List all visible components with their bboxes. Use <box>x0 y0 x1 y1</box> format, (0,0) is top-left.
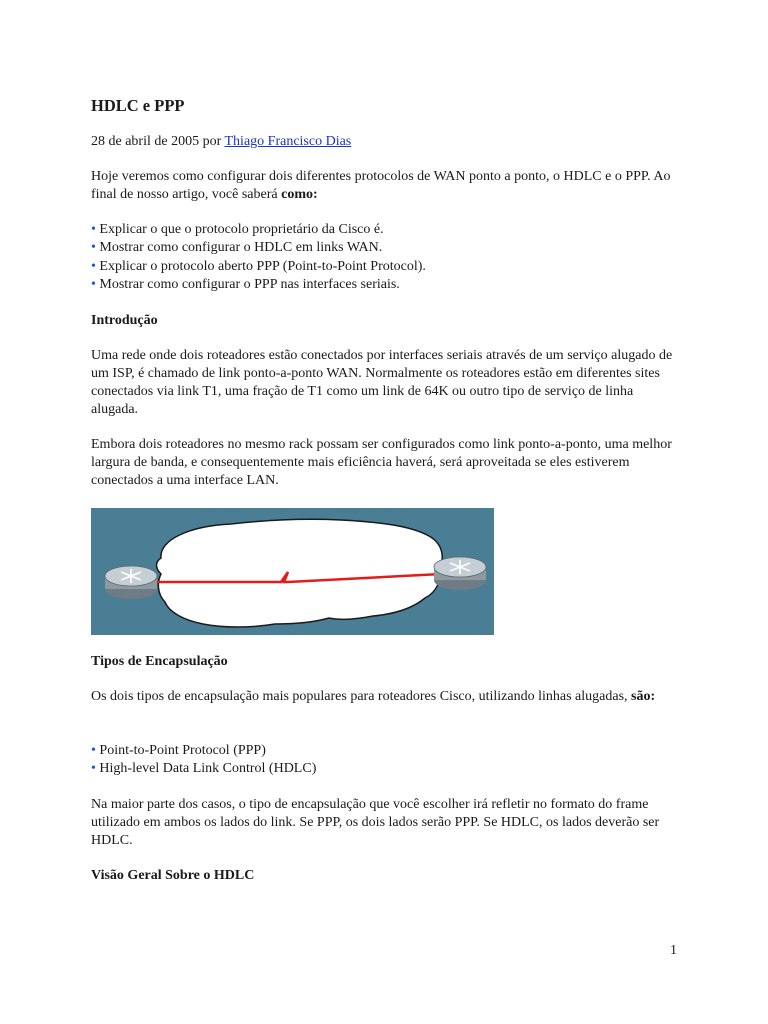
byline <box>91 133 681 151</box>
byline-date: 28 de abril de 2005 por <box>91 134 225 149</box>
list-item: • Explicar o protocolo aberto PPP (Point-to-Point Protocol). <box>91 258 426 274</box>
router-icon-right <box>434 557 486 590</box>
wan-cloud-icon <box>157 519 443 627</box>
router-icon-left <box>105 566 157 599</box>
intro-bold: como: <box>281 187 318 202</box>
list-item: • High-level Data Link Control (HDLC) <box>91 761 317 777</box>
list-item: • Point-to-Point Protocol (PPP) <box>91 743 266 758</box>
intro-section-paragraph-1: Uma rede onde dois roteadores estão conectados por interfaces seriais através de um serviço alugado de um ISP, é chamado de link ponto-a-ponto WAN. Normalmente os roteadores estão em diferentes sites conectados via link T1, uma fração de T1 como um link de 64K ou outro tipo de serviço de linha alugada. <box>91 348 673 417</box>
objectives-list <box>91 221 426 294</box>
page-number: 1 <box>670 943 677 958</box>
types-paragraph-2: Na maior parte dos casos, o tipo de encapsulação que você escolher irá refletir no formato do frame utilizado em ambos os lados do link. Se PPP, os dois lados serão PPP. Se HDLC, os lados deverão ser HDLC. <box>91 797 660 848</box>
list-item: • Mostrar como configurar o HDLC em links WAN. <box>91 240 383 256</box>
wan-diagram <box>91 508 494 635</box>
page-title: HDLC e PPP <box>91 96 185 115</box>
bullet-icon: • <box>91 276 96 292</box>
list-item: • Explicar o que o protocolo proprietário da Cisco é. <box>91 222 384 237</box>
intro-text: Hoje veremos como configurar dois diferentes protocolos de WAN ponto a ponto, o HDLC e o PPP. Ao final de nosso artigo, você saberá <box>91 169 671 202</box>
bullet-icon: • <box>91 761 96 777</box>
bullet-icon: • <box>91 240 96 256</box>
encapsulation-list <box>91 742 316 779</box>
intro-section-paragraph-2: Embora dois roteadores no mesmo rack possam ser configurados como link ponto-a-ponto, uma melhor largura de banda, e consequentemente mais eficiência haverá, será aproveitada se eles estiverem conectados a uma interface LAN. <box>91 437 672 488</box>
bullet-icon: • <box>91 222 96 237</box>
heading-introducao: Introdução <box>91 313 158 328</box>
bullet-icon: • <box>91 258 96 274</box>
author-link[interactable]: Thiago Francisco Dias <box>224 134 352 149</box>
heading-tipos-encapsulacao: Tipos de Encapsulação <box>91 654 228 669</box>
bullet-icon: • <box>91 743 96 758</box>
heading-visao-geral: Visão Geral Sobre o HDLC <box>91 868 255 883</box>
types-paragraph-1: Os dois tipos de encapsulação mais populares para roteadores Cisco, utilizando linhas alugadas, são: <box>91 689 656 704</box>
intro-paragraph <box>91 168 681 204</box>
list-item: • Mostrar como configurar o PPP nas interfaces seriais. <box>91 276 400 292</box>
